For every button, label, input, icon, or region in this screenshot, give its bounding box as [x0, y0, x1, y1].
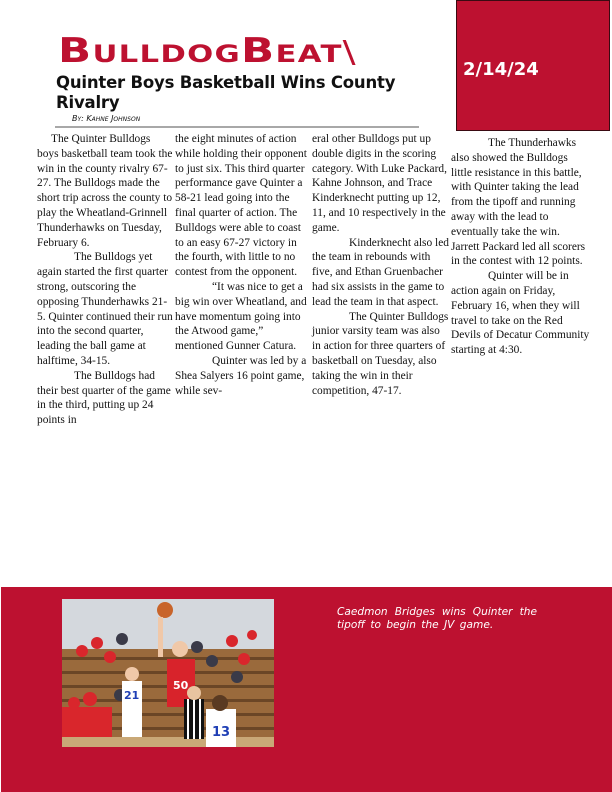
paragraph: “It was nice to get a big win over Wheatland, and have momentum going into the Atwood game,” mentioned Gunner Catura. — [175, 280, 307, 353]
date-box — [456, 0, 610, 131]
paragraph: The Bulldogs had their best quarter of the game in the third, putting up 24 points in — [37, 369, 171, 427]
issue-date: 2/14/24 — [463, 59, 539, 80]
article-column-2 — [175, 132, 312, 398]
masthead-title — [58, 31, 357, 71]
jersey-21: 21 — [124, 689, 140, 702]
article-headline: Quinter Boys Basketball Wins County Rivalry — [56, 73, 396, 112]
article-column-1 — [37, 132, 173, 428]
paragraph: The Thunderhawks also showed the Bulldogs little resistance in this battle, with Quinter taking the lead from the tipoff and running away with the lead to eventually take the win. Jarrett Packard led all scorers in the contest with 12 points. — [451, 137, 586, 268]
masthead-title-text: BulldogBeat — [58, 31, 343, 71]
paragraph: Quinter will be in action again on Friday, February 16, when they will travel to take on the Red Devils of Decatur Community starting at 4:30. — [451, 270, 590, 357]
tipoff-photo-image — [62, 599, 274, 747]
jersey-50: 50 — [173, 679, 189, 692]
paragraph: Kinderknecht also led the team in rebounds with five, and Ethan Gruenbacher had six assists in the game to lead the team in that aspect. — [312, 236, 449, 308]
paragraph: The Quinter Bulldogs boys basketball team took the win in the county rivalry 67-27. The Bulldogs made the short trip across the county to play the Wheatland-Grinnell Thunderhawks on Tuesday, February 6. — [37, 133, 173, 249]
photo-caption: Caedmon Bridges wins Quinter the tipoff to begin the JV game. — [337, 606, 537, 631]
article-column-4 — [451, 136, 591, 358]
headline-divider — [55, 126, 419, 128]
article-column-3 — [312, 132, 449, 398]
paragraph: The Quinter Bulldogs junior varsity team was also in action for three quarters of basketball on Tuesday, also taking the win in their competition, 47-17. — [312, 310, 449, 397]
masthead-slash: \ — [342, 35, 357, 70]
paragraph: The Bulldogs yet again started the first quarter strong, outscoring the opposing Thunderhawks 21-5. Quinter continued their run into the second quarter, leading the ball game at halftime, 34-15. — [37, 251, 173, 367]
article-byline: By: Kahne Johnson — [72, 114, 141, 123]
paragraph: the eight minutes of action while holding their opponent to just six. This third quarter performance gave Quinter a 58-21 lead going into the final quarter of action. The Bulldogs were able to coast to an easy 67-27 victory in the fourth, with little to no contest from the opponent. — [175, 133, 307, 279]
tipoff-photo — [62, 599, 274, 747]
paragraph: Quinter was led by a Shea Salyers 16 point game, while sev- — [175, 354, 307, 397]
jersey-13: 13 — [212, 725, 231, 740]
paragraph: eral other Bulldogs put up double digits in the scoring category. With Luke Packard, Kahne Johnson, and Trace Kinderknecht putting up 12, 11, and 10 respectively in the game. — [312, 133, 447, 234]
